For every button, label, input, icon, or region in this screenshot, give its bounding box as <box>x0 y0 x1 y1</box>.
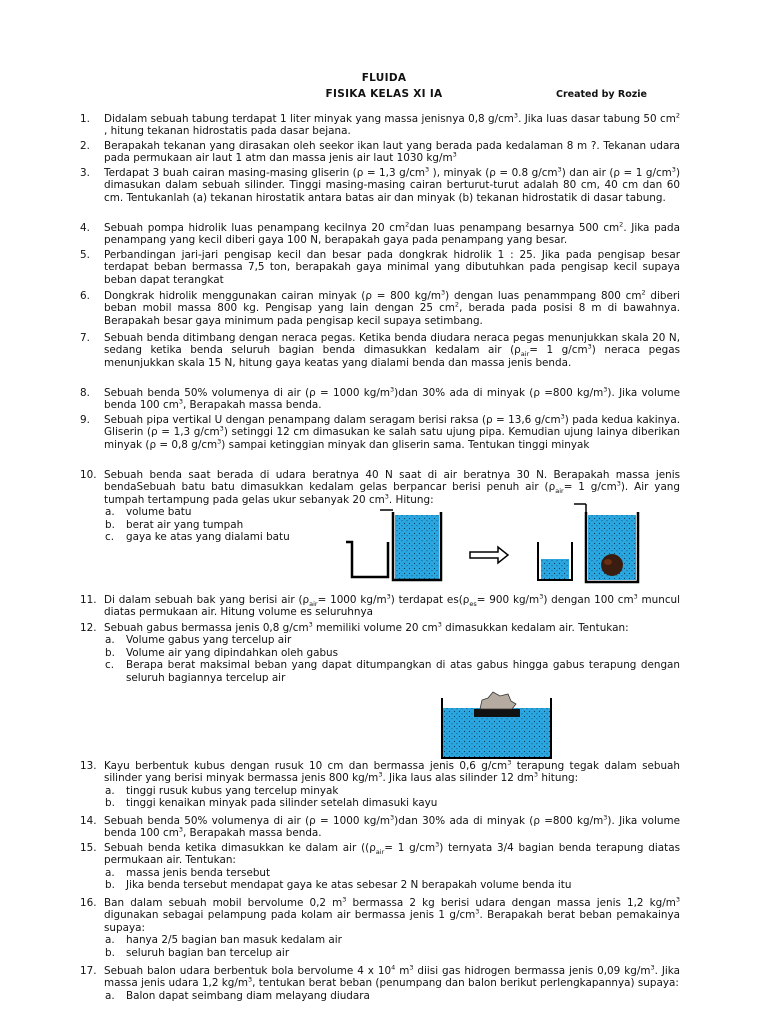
superscript: 3 <box>616 479 621 488</box>
text-segment: dimasukkan kedalam air. Tentukan: <box>441 622 629 634</box>
superscript: 4 <box>391 963 396 972</box>
text-segment: bermassa 2 kg berisi udara dengan massa jenis 1,2 kg/m <box>346 897 676 909</box>
sub-question-letter: b. <box>105 946 115 959</box>
superscript: 3 <box>435 840 440 849</box>
text-segment: ). Air yang tumpah tertampung pada gelas ukur sebanyak 20 cm <box>104 481 680 506</box>
question-text <box>104 965 680 1002</box>
text-segment: Sebuah gabus bermassa jenis 0,8 g/cm <box>104 622 309 634</box>
text-segment: Sebuah benda saat berada di udara beratnya 40 N saat di air beratnya 30 N. Berapakah massa jenis bendaSebuah batu batu dimasukkan kedalam gelas berpancar berisi penuh air (ρ <box>104 469 680 494</box>
text-segment: )dan 30% ada di minyak (ρ =800 kg/m <box>394 387 604 399</box>
question-number: 4. <box>80 222 90 234</box>
question-text <box>104 594 680 619</box>
question-text <box>104 414 680 451</box>
text-segment: . Jika massa jenis udara 1,2 kg/m <box>104 965 680 990</box>
question-text <box>104 815 680 840</box>
cork-block <box>474 709 520 717</box>
sub-question-letter: a. <box>105 934 115 947</box>
sub-question <box>104 785 680 797</box>
superscript: 3 <box>425 165 430 174</box>
superscript: 3 <box>390 813 395 822</box>
text-segment: Berapakah tekanan yang dirasakan oleh seekor ikan laut yang berada pada kedalaman 8 m ?. Tekanan udara pada permukaan air laut 1 atm dan massa jenis air laut 1030 kg/m <box>104 140 680 165</box>
text-segment: = 900 kg/m <box>476 594 540 606</box>
sub-question-text: tinggi rusuk kubus yang tercelup minyak <box>126 784 339 797</box>
text-segment: , Berapakah massa benda. <box>182 399 322 412</box>
text-segment: ) neraca pegas menunjukkan skala 15 N, hitung gaya keatas yang dialami benda dan massa jenis benda. <box>104 344 680 369</box>
floating-cork-figure <box>438 690 558 760</box>
text-segment: hitung: <box>538 772 579 785</box>
text-segment: = 1 g/cm <box>384 842 436 854</box>
question-number: 14. <box>80 815 97 827</box>
question-number: 13. <box>80 760 97 772</box>
superscript: 3 <box>342 895 347 904</box>
sub-question-text: Volume gabus yang tercelup air <box>126 634 292 647</box>
subscript: air <box>520 350 530 359</box>
superscript: 3 <box>633 592 638 601</box>
text-segment: muncul diatas permukaan air. Hitung volume es seluruhnya <box>104 594 681 619</box>
sub-question-list <box>104 990 680 1002</box>
load-on-cork <box>480 692 516 709</box>
superscript: 3 <box>533 770 539 779</box>
question-text <box>104 290 680 327</box>
text-segment: )dan 30% ada di minyak (ρ =800 kg/m <box>394 815 604 827</box>
text-segment: . Jika luas dasar tabung 50 cm <box>518 113 676 125</box>
superscript: 3 <box>671 165 676 174</box>
sub-question-text: Volume air yang dipindahkan oleh gabus <box>126 646 339 659</box>
sub-question-list <box>104 867 680 892</box>
text-segment: ) ternyata 3/4 bagian benda terapung diatas permukaan air. Tentukan: <box>104 842 680 867</box>
text-segment: ), minyak (ρ = 0.8 g/cm <box>429 167 558 179</box>
superscript: 3 <box>675 895 680 904</box>
superscript: 3 <box>557 165 562 174</box>
text-segment: ) dan air (ρ = 1 g/cm <box>561 167 672 179</box>
sub-question <box>104 934 680 946</box>
text-segment: ) terdapat es(ρ <box>390 594 470 606</box>
sub-question-letter: c. <box>105 659 115 672</box>
question-1 <box>80 113 680 138</box>
question-15 <box>80 842 680 892</box>
superscript: 3 <box>217 437 222 446</box>
sub-question <box>104 867 680 879</box>
question-text <box>104 222 680 247</box>
question-12 <box>80 622 680 684</box>
text-segment: Sebuah pompa hidrolik luas penampang kecilnya 20 cm <box>104 222 406 234</box>
text-segment: Terdapat 3 buah cairan masing-masing gliserin (ρ = 1,3 g/cm <box>104 167 426 179</box>
text-segment: , Berapakah massa benda. <box>182 827 322 840</box>
superscript: 3 <box>513 111 519 120</box>
question-number: 17. <box>80 965 97 977</box>
superscript: 3 <box>539 592 544 601</box>
sub-question-letter: b. <box>105 797 115 810</box>
question-17 <box>80 965 680 1002</box>
water-container-full <box>395 515 439 580</box>
superscript: 3 <box>178 397 183 406</box>
superscript: 3 <box>650 963 655 972</box>
sub-question-list <box>104 634 680 684</box>
question-9 <box>80 414 680 451</box>
superscript: 2 <box>641 288 646 297</box>
sub-question-text: Jika benda tersebut mendapat gaya ke atas sebesar 2 N berapakah volume benda itu <box>126 879 572 892</box>
superscript: 3 <box>386 592 391 601</box>
question-text <box>104 622 680 684</box>
superscript: 3 <box>437 620 442 629</box>
question-number: 5. <box>80 249 90 261</box>
sub-question <box>104 634 680 646</box>
question-11 <box>80 594 680 619</box>
question-number: 8. <box>80 387 90 399</box>
sub-question-list <box>104 785 680 810</box>
sub-question-text: gaya ke atas yang dialami batu <box>126 531 290 544</box>
superscript: 3 <box>587 342 592 351</box>
superscript: 3 <box>308 620 313 629</box>
author-credit: Created by Rozie <box>556 89 647 100</box>
sub-question-text: Balon dapat seimbang diam melayang diudara <box>126 989 370 1002</box>
superscript: 2 <box>405 220 410 229</box>
text-segment: , tentukan berat beban (penumpang dan balon berikut perlengkapannya) supaya: <box>252 977 679 990</box>
text-segment: ). Jika volume benda 100 cm <box>104 815 681 840</box>
question-16 <box>80 897 680 959</box>
question-text <box>104 140 680 165</box>
sub-question-letter: b. <box>105 879 115 892</box>
text-segment: , berada pada posisi 8 m di bawahnya. Berapakah besar gaya minimum pada pengisap kecil supaya setimbang. <box>104 302 681 327</box>
sub-question <box>104 659 680 684</box>
text-segment: m <box>395 965 410 977</box>
question-8 <box>80 387 680 412</box>
text-segment: = 1 g/cm <box>563 481 617 494</box>
question-text <box>104 760 680 810</box>
text-segment: Perbandingan jari-jari pengisap kecil dan besar pada dongkrak hidrolik 1 : 25. Jika pada pengisap besar terdapat beban bermassa 7,5 ton, berapakah gaya minimal yang dibutuhkan pada pengisap kecil supaya beban dapat terangkat <box>104 249 680 286</box>
text-segment: Di dalam sebuah bak yang berisi air (ρ <box>104 594 310 606</box>
sub-question <box>104 647 680 659</box>
sub-question <box>104 879 680 891</box>
overflow-can-figure <box>338 502 688 592</box>
sub-question-letter: b. <box>105 646 115 659</box>
superscript: 3 <box>409 963 414 972</box>
text-segment: . Jika laus alas silinder 12 dm <box>382 772 534 785</box>
sub-question <box>104 797 680 809</box>
text-segment: Didalam sebuah tabung terdapat 1 liter minyak yang massa jenisnya 0,8 g/cm <box>104 113 514 125</box>
text-segment: ) setinggi 12 cm dimasukan ke salah satu ujung pipa. Kemudian ujung lainya diberikan minyak (ρ = 0,8 g/cm <box>104 426 680 451</box>
subscript: air <box>375 848 385 857</box>
text-segment: Sebuah balon udara berbentuk bola bervolume 4 x 10 <box>104 965 392 977</box>
question-13 <box>80 760 680 810</box>
superscript: 3 <box>390 385 395 394</box>
question-number: 9. <box>80 414 90 426</box>
text-segment: Sebuah pipa vertikal U dengan penampang dalam seragam berisi raksa (ρ = 13,6 g/cm <box>104 414 561 426</box>
question-text <box>104 387 680 412</box>
text-segment: Sebuah benda ketika dimasukkan ke dalam air ((ρ <box>104 842 376 854</box>
text-segment: terapung tegak dalam sebuah silinder yang berisi minyak bermassa jenis 800 kg/m <box>104 760 681 785</box>
sub-question-letter: a. <box>105 866 115 879</box>
question-7 <box>80 332 680 369</box>
sub-question-text: volume batu <box>126 506 192 519</box>
stone <box>601 554 623 576</box>
text-segment: . Hitung: <box>388 493 434 506</box>
sub-question-text: hanya 2/5 bagian ban masuk kedalam air <box>126 934 342 947</box>
question-text <box>104 842 680 892</box>
superscript: 3 <box>452 150 457 159</box>
superscript: 2 <box>619 220 624 229</box>
sub-question-letter: a. <box>105 989 115 1002</box>
sub-question-text: tinggi kenaikan minyak pada silinder setelah dimasuki kayu <box>126 797 438 810</box>
text-segment: ) pada kedua kakinya. Gliserin (ρ = 1,3 g/cm <box>104 414 680 439</box>
text-segment: ) dengan luas penammpang 800 cm <box>445 290 642 302</box>
question-number: 3. <box>80 167 90 179</box>
question-4 <box>80 222 680 247</box>
subscript: air <box>309 600 318 609</box>
question-5 <box>80 249 680 286</box>
text-segment: digunakan sebagai pelampung pada kolam air bermassa jenis 1 g/cm <box>104 909 476 922</box>
sub-question-letter: b. <box>105 518 115 531</box>
superscript: 3 <box>603 385 608 394</box>
text-segment: , hitung tekanan hidrostatis pada dasar bejana. <box>104 125 351 138</box>
text-segment: Sebuah benda 50% volumenya di air (ρ = 1000 kg/m <box>104 387 391 399</box>
sub-question-text: seluruh bagian ban tercelup air <box>126 946 290 959</box>
text-segment: diisi gas hidrogen bermassa jenis 0,09 kg/m <box>413 965 651 977</box>
text-segment: ) dengan 100 cm <box>543 594 634 606</box>
superscript: 2 <box>675 111 680 120</box>
text-segment: Dongkrak hidrolik menggunakan cairan minyak (ρ = 800 kg/m <box>104 290 442 302</box>
text-segment: = 1 g/cm <box>529 344 588 357</box>
text-segment: Kayu berbentuk kubus dengan rusuk 10 cm dan bermassa jenis 0,6 g/cm <box>104 760 508 772</box>
question-number: 10. <box>80 469 97 481</box>
text-segment: = 1000 kg/m <box>317 594 387 606</box>
sub-question-letter: a. <box>105 634 115 647</box>
text-segment: ) sampai ketinggian minyak dan gliserin sama. Tentukan tinggi minyak <box>221 438 590 451</box>
sub-question-letter: a. <box>105 784 115 797</box>
superscript: 3 <box>378 770 383 779</box>
superscript: 3 <box>560 412 565 421</box>
question-3 <box>80 167 680 204</box>
sub-question-text: berat air yang tumpah <box>126 518 244 531</box>
question-2 <box>80 140 680 165</box>
superscript: 3 <box>219 424 224 433</box>
question-text <box>104 897 680 959</box>
superscript: 3 <box>475 907 480 916</box>
superscript: 3 <box>248 975 253 984</box>
text-segment: Sebuah benda 50% volumenya di air (ρ = 1000 kg/m <box>104 815 391 827</box>
sub-question <box>104 990 680 1002</box>
subscript: es <box>469 600 477 609</box>
sub-question-text: Berapa berat maksimal beban yang dapat ditumpangkan di atas gabus hingga gabus terapung dengan seluruh bagiannya tercelup air <box>126 659 680 684</box>
superscript: 3 <box>178 825 183 834</box>
right-arrow-icon <box>470 547 508 563</box>
text-segment: ). Jika volume benda 100 cm <box>104 387 681 412</box>
sub-question-letter: c. <box>105 531 115 544</box>
question-number: 7. <box>80 332 90 344</box>
sub-question-list <box>104 934 680 959</box>
sub-question-text: massa jenis benda tersebut <box>126 866 271 879</box>
question-text <box>104 249 680 286</box>
text-segment: diberi beban mobil massa 800 kg. Pengisap yang lain dengan 25 cm <box>104 290 680 315</box>
text-segment: dan luas penampang besarnya 500 cm <box>409 222 620 234</box>
text-segment: memiliki volume 20 cm <box>312 622 438 634</box>
question-number: 12. <box>80 622 97 634</box>
question-number: 6. <box>80 290 90 302</box>
text-segment: ) dimasukan dalam sebuah silinder. Tinggi masing-masing cairan berturut-turut adalah 80 cm, 40 cm dan 60 cm. Tentukanlah (a) tekanan hirostatik antara batas air dan minyak (b) tekanan hidrostatik di dasar tabung. <box>104 167 680 204</box>
superscript: 3 <box>603 813 608 822</box>
empty-glass-left <box>346 542 388 577</box>
text-segment: Sebuah benda ditimbang dengan neraca pegas. Ketika benda diudara neraca pegas menunjukkan skala 20 N, sedang ketika benda seluruh bagian benda dimasukkan kedalam air (ρ <box>104 332 680 357</box>
text-segment: . Berapakah berat beban pemakainya supaya: <box>104 909 680 934</box>
question-number: 15. <box>80 842 97 854</box>
superscript: 3 <box>507 758 512 767</box>
page-title: FLUIDA <box>361 72 407 84</box>
sub-question <box>104 947 680 959</box>
superscript: 3 <box>441 288 446 297</box>
text-segment: Ban dalam sebuah mobil bervolume 0,2 m <box>104 897 343 909</box>
question-text <box>104 113 680 138</box>
page-subtitle: FISIKA KELAS XI IA <box>325 88 443 100</box>
superscript: 3 <box>384 492 389 501</box>
superscript: 2 <box>454 300 460 309</box>
question-text <box>104 332 680 369</box>
question-number: 2. <box>80 140 90 152</box>
question-number: 1. <box>80 113 90 125</box>
question-6 <box>80 290 680 327</box>
question-14 <box>80 815 680 840</box>
text-segment: . Jika pada penampang yang kecil diberi gaya 100 N, berapakah gaya pada penampang yang besar. <box>104 222 680 247</box>
subscript: air <box>555 487 564 496</box>
question-number: 16. <box>80 897 97 909</box>
question-text <box>104 167 680 204</box>
sub-question-letter: a. <box>105 506 115 519</box>
question-number: 11. <box>80 594 97 606</box>
